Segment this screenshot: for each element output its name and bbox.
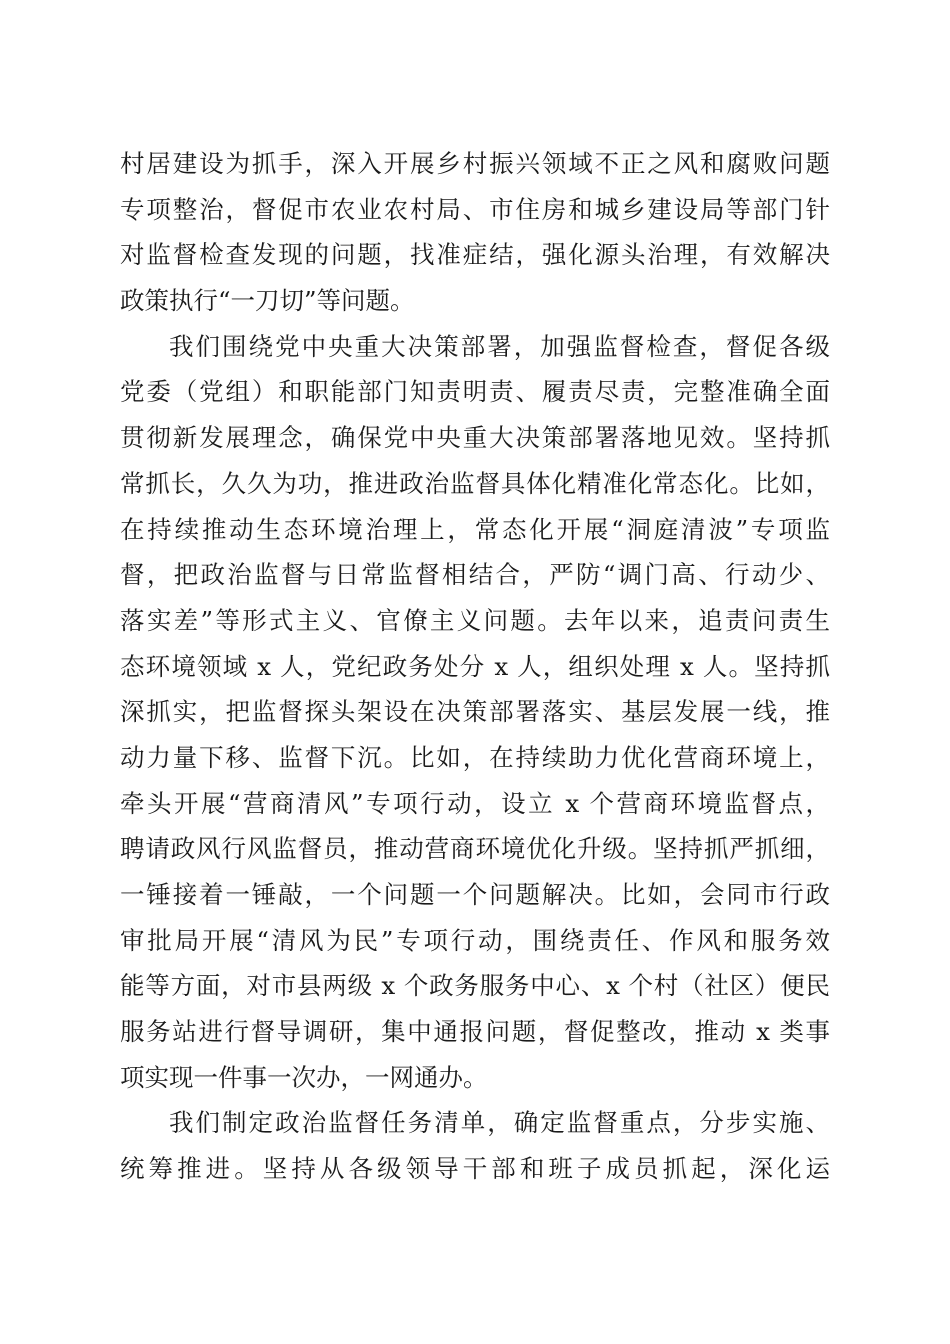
paragraph-2-line-5: 在持续推动生态环境治理上，常态化开展“洞庭清波”专项监 — [120, 514, 830, 544]
paragraph-1-line-1: 村居建设为抓手，深入开展乡村振兴领域不正之风和腐败问题 — [120, 149, 830, 178]
paragraph-2-line-9: 深抓实，把监督探头架设在决策部署落实、基层发展一线，推 — [120, 697, 830, 727]
paragraph-2-line-3: 贯彻新发展理念，确保党中央重大决策部署落地见效。坚持抓 — [120, 423, 830, 453]
paragraph-2-line-11: 牵头开展“营商清风”专项行动，设立 x 个营商环境监督点， — [120, 788, 830, 818]
paragraph-2-line-14: 审批局开展“清风为民”专项行动，围绕责任、作风和服务效 — [120, 925, 830, 955]
paragraph-2-line-6: 督，把政治监督与日常监督相结合，严防“调门高、行动少、 — [120, 560, 830, 590]
paragraph-2-line-17: 项实现一件事一次办，一网通办。 — [120, 1062, 488, 1092]
paragraph-2-line-2: 党委（党组）和职能部门知责明责、履责尽责，完整准确全面 — [120, 377, 830, 407]
paragraph-2-line-8: 态环境领域 x 人，党纪政务处分 x 人，组织处理 x 人。坚持抓 — [120, 651, 830, 681]
document-body — [120, 141, 830, 1192]
paragraph-3-line-2: 统筹推进。坚持从各级领导干部和班子成员抓起，深化运 — [120, 1154, 830, 1184]
paragraph-2-line-15: 能等方面，对市县两级 x 个政务服务中心、x 个村（社区）便民 — [120, 971, 830, 1001]
paragraph-2-line-16: 服务站进行督导调研，集中通报问题，督促整改，推动 x 类事 — [120, 1017, 830, 1047]
paragraph-1-line-3: 对监督检查发现的问题，找准症结，强化源头治理，有效解决 — [120, 240, 830, 270]
paragraph-1-line-4: 政策执行“一刀切”等问题。 — [120, 286, 415, 316]
paragraph-2-line-1: 我们围绕党中央重大决策部署，加强监督检查，督促各级 — [169, 331, 830, 361]
paragraph-2-line-7: 落实差”等形式主义、官僚主义问题。去年以来，追责问责生 — [120, 605, 830, 635]
paragraph-2-line-4: 常抓长，久久为功，推进政治监督具体化精准化常态化。比如， — [120, 468, 830, 498]
paragraph-2-line-13: 一锤接着一锤敲，一个问题一个问题解决。比如，会同市行政 — [120, 880, 830, 909]
paragraph-1-line-2: 专项整治，督促市农业农村局、市住房和城乡建设局等部门针 — [120, 194, 830, 224]
paragraph-2-line-10: 动力量下移、监督下沉。比如，在持续助力优化营商环境上， — [120, 742, 830, 772]
paragraph-2-line-12: 聘请政风行风监督员，推动营商环境优化升级。坚持抓严抓细， — [120, 834, 830, 864]
paragraph-3-line-1: 我们制定政治监督任务清单，确定监督重点，分步实施、 — [169, 1108, 830, 1138]
